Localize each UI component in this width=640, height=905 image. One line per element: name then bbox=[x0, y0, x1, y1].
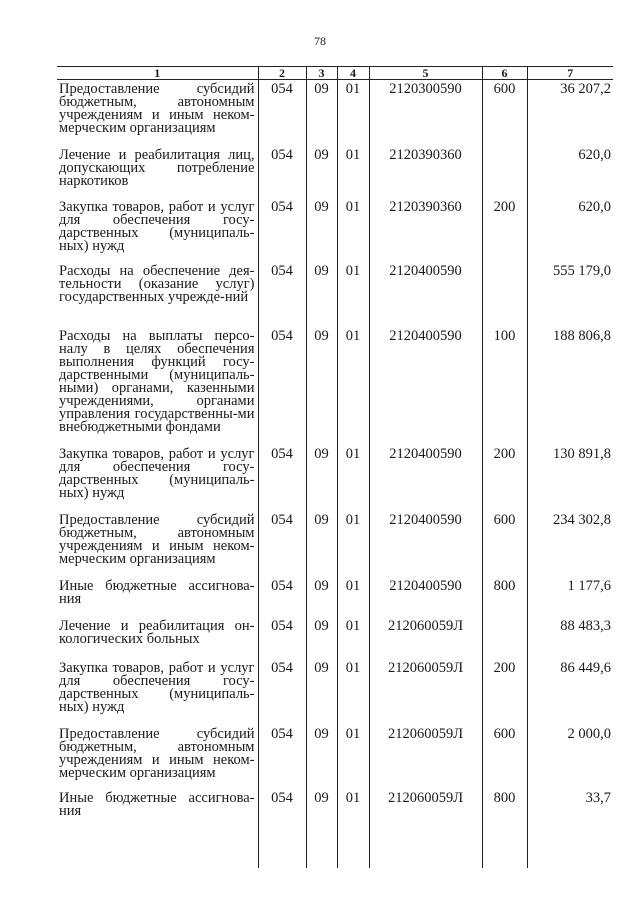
cell-expense-type bbox=[482, 146, 527, 198]
cell-name: Иные бюджетные ассигнова-ния bbox=[59, 789, 255, 819]
cell-ministry-code: 054 bbox=[258, 80, 306, 146]
budget-table bbox=[57, 66, 613, 868]
table-row bbox=[57, 262, 613, 327]
cell-target-article: 2120400590 bbox=[369, 445, 482, 511]
cell-section: 09 bbox=[306, 198, 337, 262]
cell-expense-type: 200 bbox=[482, 445, 527, 511]
cell-amount: 188 806,8 bbox=[527, 327, 613, 445]
table-row bbox=[57, 327, 613, 445]
cell-name: Предоставление субсидий бюджетным, автономным учреждениям и иным неком-мерческим организациям bbox=[59, 81, 255, 136]
cell-target-article: 212060059Л bbox=[369, 617, 482, 659]
cell-section: 09 bbox=[306, 617, 337, 659]
cell-ministry-code: 054 bbox=[258, 617, 306, 659]
cell-subsection: 01 bbox=[337, 659, 369, 725]
cell-ministry-code: 054 bbox=[258, 198, 306, 262]
cell-subsection: 01 bbox=[337, 617, 369, 659]
cell-expense-type: 200 bbox=[482, 198, 527, 262]
table-row bbox=[57, 146, 613, 198]
cell-expense-type bbox=[482, 262, 527, 327]
cell-target-article: 2120400590 bbox=[369, 262, 482, 327]
empty-cell bbox=[258, 845, 306, 868]
cell-name: Расходы на обеспечение дея-тельности (оказание услуг) государственных учрежде-ний bbox=[59, 262, 255, 305]
cell-section: 09 bbox=[306, 789, 337, 845]
cell-target-article: 212060059Л bbox=[369, 789, 482, 845]
cell-target-article: 212060059Л bbox=[369, 725, 482, 789]
cell-amount: 130 891,8 bbox=[527, 445, 613, 511]
table-row bbox=[57, 577, 613, 617]
cell-target-article: 2120390360 bbox=[369, 146, 482, 198]
cell-target-article: 2120300590 bbox=[369, 80, 482, 146]
cell-amount: 555 179,0 bbox=[527, 262, 613, 327]
empty-cell bbox=[57, 845, 258, 868]
cell-ministry-code: 054 bbox=[258, 445, 306, 511]
cell-ministry-code: 054 bbox=[258, 577, 306, 617]
cell-expense-type: 800 bbox=[482, 789, 527, 845]
cell-section: 09 bbox=[306, 577, 337, 617]
column-header-3: 3 bbox=[306, 67, 337, 80]
cell-section: 09 bbox=[306, 445, 337, 511]
cell-target-article: 212060059Л bbox=[369, 659, 482, 725]
empty-cell bbox=[337, 845, 369, 868]
cell-target-article: 2120390360 bbox=[369, 198, 482, 262]
column-header-1: 1 bbox=[57, 67, 258, 80]
cell-ministry-code: 054 bbox=[258, 511, 306, 577]
cell-target-article: 2120400590 bbox=[369, 577, 482, 617]
cell-subsection: 01 bbox=[337, 511, 369, 577]
cell-name: Иные бюджетные ассигнова-ния bbox=[59, 577, 255, 607]
cell-amount: 620,0 bbox=[527, 198, 613, 262]
cell-section: 09 bbox=[306, 511, 337, 577]
column-header-5: 5 bbox=[369, 67, 482, 80]
cell-subsection: 01 bbox=[337, 262, 369, 327]
table-row bbox=[57, 511, 613, 577]
cell-amount: 234 302,8 bbox=[527, 511, 613, 577]
cell-name: Закупка товаров, работ и услуг для обеспечения госу-дарственных (муниципаль-ных) нужд bbox=[59, 659, 255, 715]
table-row bbox=[57, 789, 613, 845]
cell-amount: 33,7 bbox=[527, 789, 613, 845]
cell-amount: 88 483,3 bbox=[527, 617, 613, 659]
cell-section: 09 bbox=[306, 262, 337, 327]
cell-name: Закупка товаров, работ и услуг для обеспечения госу-дарственных (муниципаль-ных) нужд bbox=[59, 445, 255, 501]
column-header-7: 7 bbox=[527, 67, 613, 80]
cell-ministry-code: 054 bbox=[258, 789, 306, 845]
table-row bbox=[57, 725, 613, 789]
cell-section: 09 bbox=[306, 327, 337, 445]
cell-amount: 86 449,6 bbox=[527, 659, 613, 725]
table-row bbox=[57, 659, 613, 725]
table-tail bbox=[57, 845, 613, 868]
column-header-4: 4 bbox=[337, 67, 369, 80]
cell-target-article: 2120400590 bbox=[369, 327, 482, 445]
cell-expense-type: 800 bbox=[482, 577, 527, 617]
cell-subsection: 01 bbox=[337, 146, 369, 198]
cell-expense-type bbox=[482, 617, 527, 659]
cell-amount: 36 207,2 bbox=[527, 80, 613, 146]
cell-section: 09 bbox=[306, 659, 337, 725]
column-header-2: 2 bbox=[258, 67, 306, 80]
cell-amount: 1 177,6 bbox=[527, 577, 613, 617]
cell-target-article: 2120400590 bbox=[369, 511, 482, 577]
cell-name: Предоставление субсидий бюджетным, автономным учреждениям и иным неком-мерческим организациям bbox=[59, 725, 255, 781]
cell-subsection: 01 bbox=[337, 577, 369, 617]
table-row bbox=[57, 445, 613, 511]
cell-expense-type: 600 bbox=[482, 725, 527, 789]
empty-cell bbox=[306, 845, 337, 868]
empty-cell bbox=[369, 845, 482, 868]
header-row bbox=[57, 67, 613, 80]
cell-ministry-code: 054 bbox=[258, 262, 306, 327]
cell-name: Закупка товаров, работ и услуг для обеспечения госу-дарственных (муниципаль-ных) нужд bbox=[59, 198, 255, 254]
cell-expense-type: 200 bbox=[482, 659, 527, 725]
cell-expense-type: 600 bbox=[482, 80, 527, 146]
cell-section: 09 bbox=[306, 725, 337, 789]
empty-cell bbox=[482, 845, 527, 868]
cell-ministry-code: 054 bbox=[258, 327, 306, 445]
cell-amount: 2 000,0 bbox=[527, 725, 613, 789]
cell-name: Лечение и реабилитация он-кологических больных bbox=[59, 617, 255, 647]
page-number: 78 bbox=[314, 34, 326, 48]
cell-subsection: 01 bbox=[337, 725, 369, 789]
table-row bbox=[57, 617, 613, 659]
cell-section: 09 bbox=[306, 146, 337, 198]
cell-subsection: 01 bbox=[337, 198, 369, 262]
empty-cell bbox=[527, 845, 613, 868]
cell-section: 09 bbox=[306, 80, 337, 146]
cell-subsection: 01 bbox=[337, 80, 369, 146]
cell-ministry-code: 054 bbox=[258, 146, 306, 198]
cell-name: Расходы на выплаты персо-налу в целях обеспечения выполнения функций госу-дарственными (муниципаль-ными) органами, казенными учреждениями, органами управления государственны-ми внебюджетными фондами bbox=[59, 327, 255, 435]
cell-subsection: 01 bbox=[337, 789, 369, 845]
column-header-6: 6 bbox=[482, 67, 527, 80]
cell-subsection: 01 bbox=[337, 327, 369, 445]
cell-expense-type: 100 bbox=[482, 327, 527, 445]
cell-name: Лечение и реабилитация лиц, допускающих потребление наркотиков bbox=[59, 146, 255, 189]
cell-expense-type: 600 bbox=[482, 511, 527, 577]
cell-name: Предоставление субсидий бюджетным, автономным учреждениям и иным неком-мерческим организациям bbox=[59, 511, 255, 567]
cell-ministry-code: 054 bbox=[258, 725, 306, 789]
table-row bbox=[57, 198, 613, 262]
cell-amount: 620,0 bbox=[527, 146, 613, 198]
cell-subsection: 01 bbox=[337, 445, 369, 511]
cell-ministry-code: 054 bbox=[258, 659, 306, 725]
table-row bbox=[57, 80, 613, 146]
